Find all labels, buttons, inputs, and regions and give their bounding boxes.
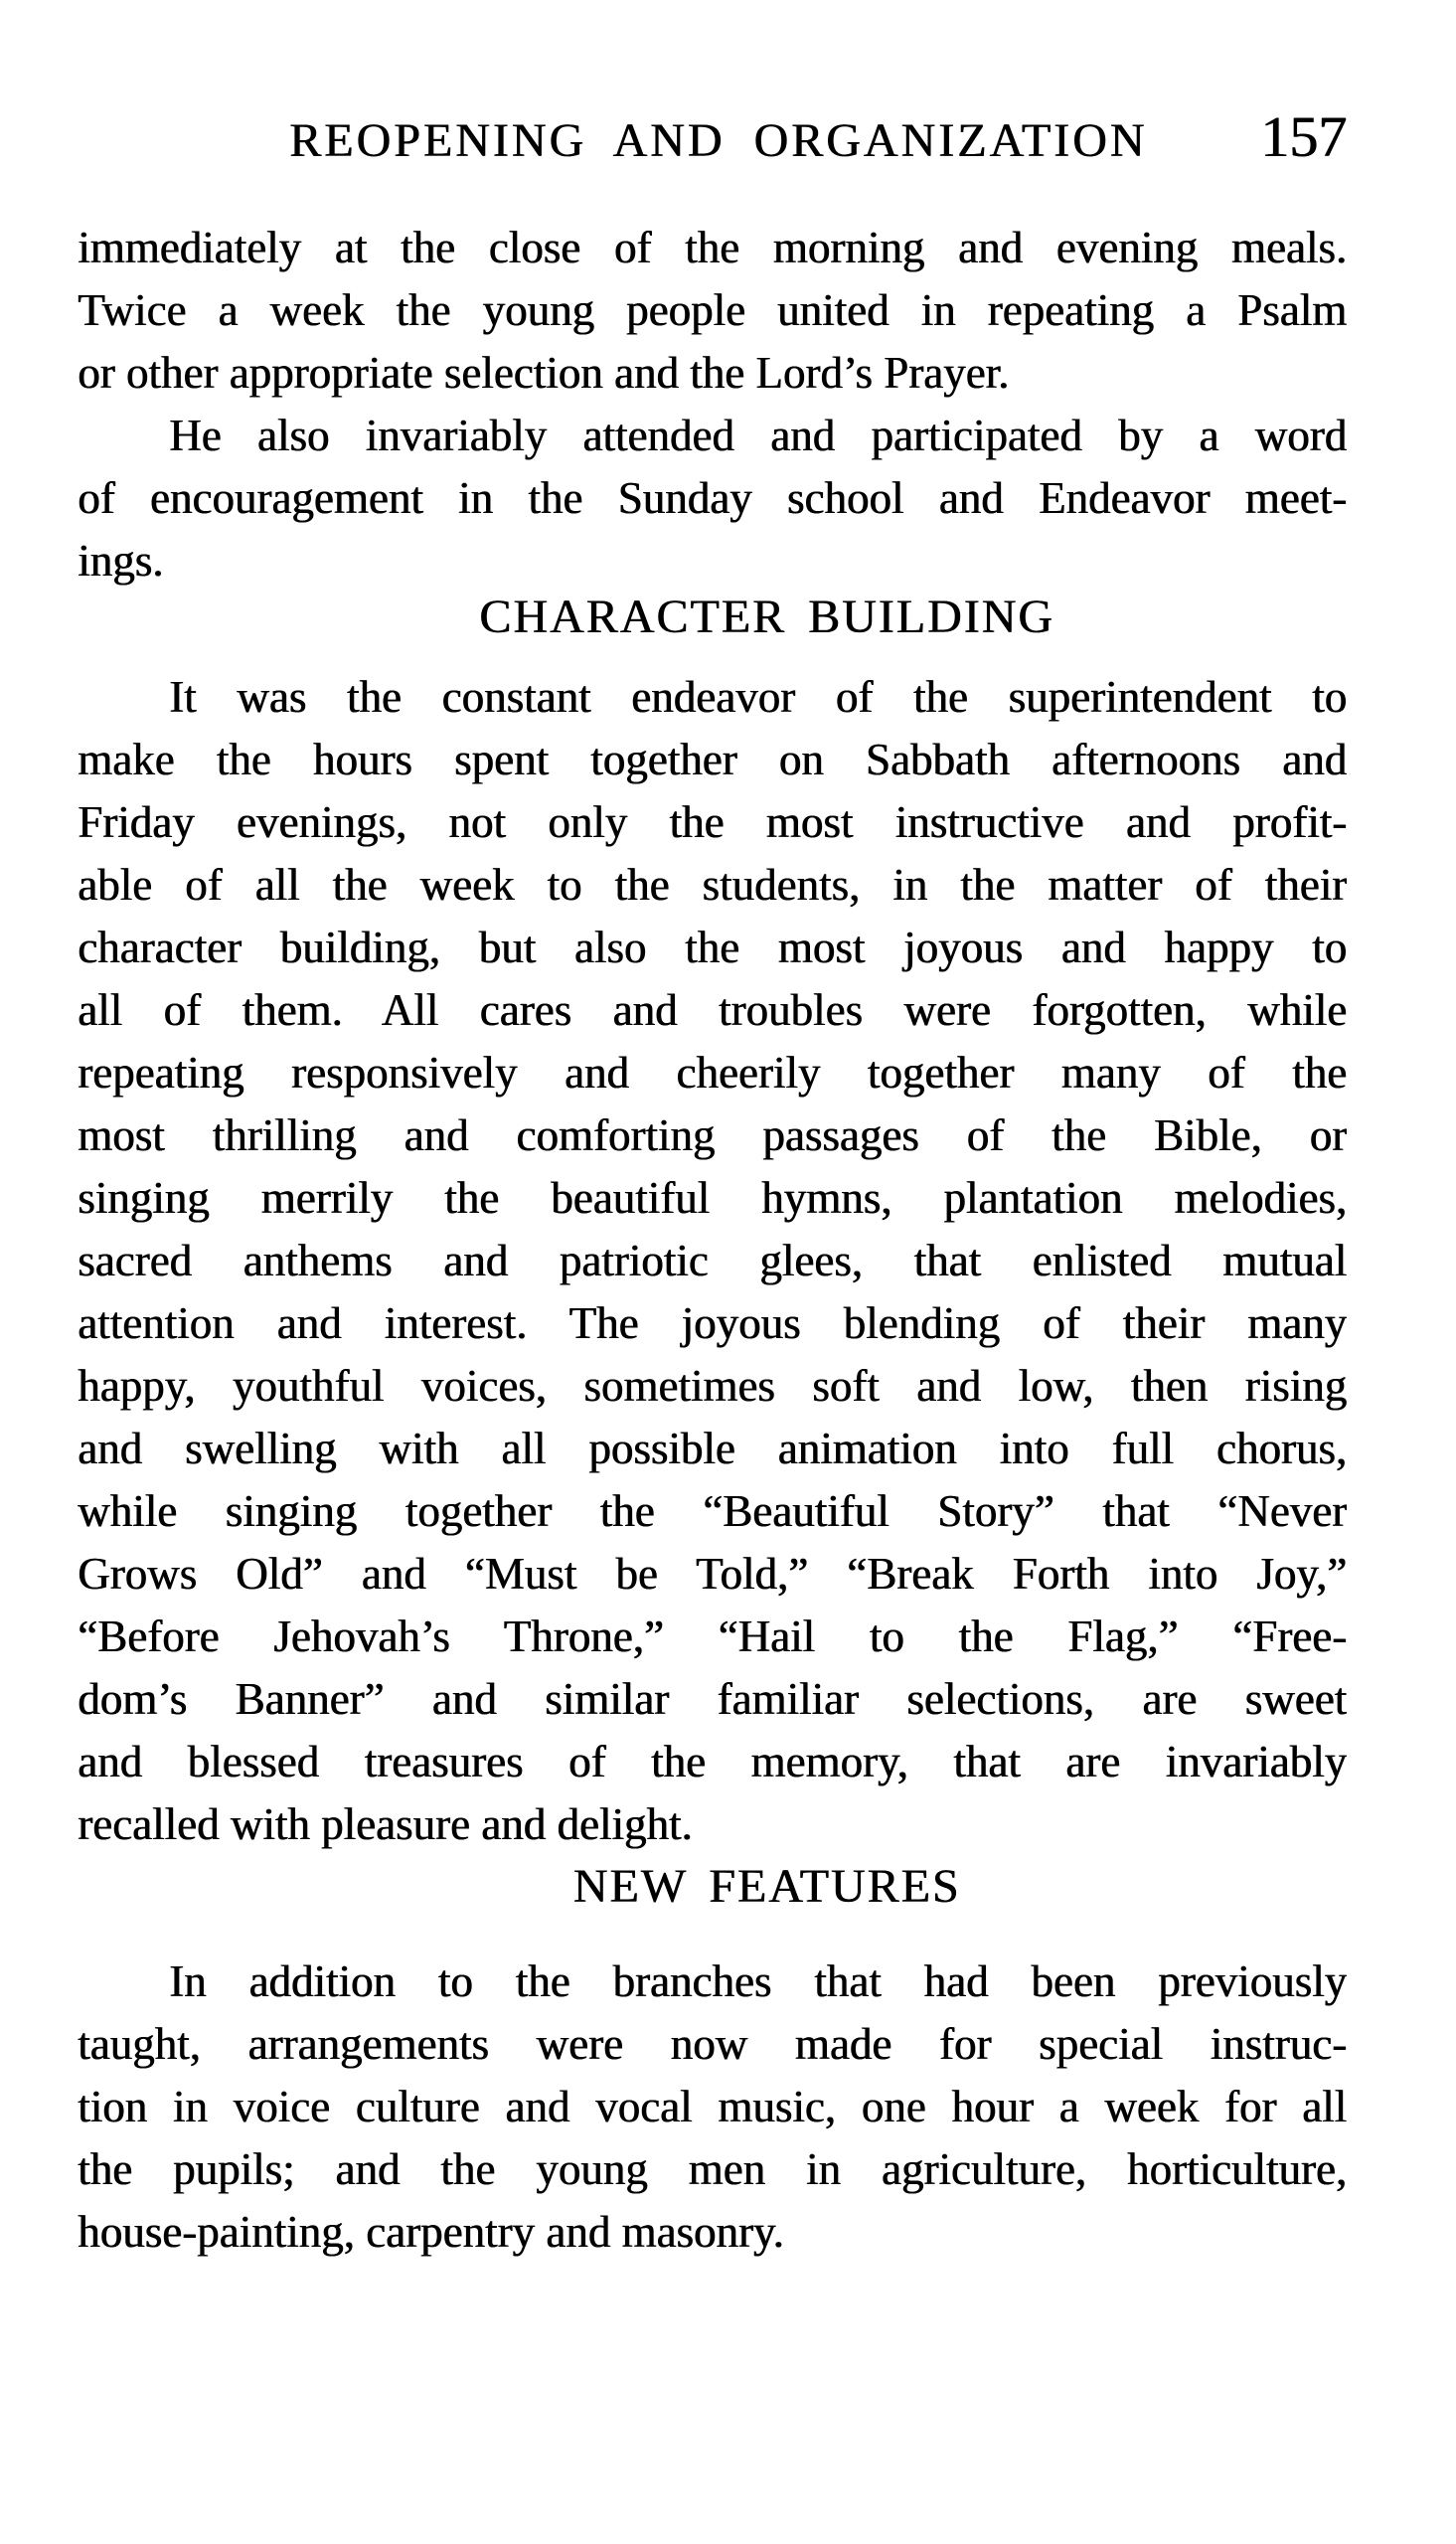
text-line: Grows Old” and “Must be Told,” “Break Forth into Joy,” <box>78 1549 1347 1599</box>
text-line: house-painting, carpentry and masonry. <box>78 2207 784 2257</box>
running-header-title: REOPENING AND ORGANIZATION <box>289 114 1148 167</box>
running-header <box>78 104 1347 170</box>
text-line: Friday evenings, not only the most instructive and profit- <box>78 797 1347 847</box>
text-line: recalled with pleasure and delight. <box>78 1799 693 1849</box>
text-line: tion in voice culture and vocal music, one hour a week for all <box>78 2082 1347 2131</box>
text-line: ings. <box>78 536 164 586</box>
text-line: repeating responsively and cheerily together many of the <box>78 1048 1347 1098</box>
text-line: singing merrily the beautiful hymns, plantation melodies, <box>78 1173 1347 1223</box>
text-line: dom’s Banner” and similar familiar selections, are sweet <box>78 1674 1347 1724</box>
paragraph <box>78 1950 1347 2264</box>
paragraph <box>78 405 1347 593</box>
text-line: or other appropriate selection and the Lord’s Prayer. <box>78 348 1010 398</box>
text-line: and blessed treasures of the memory, that are invariably <box>78 1737 1347 1786</box>
text-line: all of them. All cares and troubles were forgotten, while <box>78 985 1347 1035</box>
text-line: immediately at the close of the morning and evening meals. <box>78 223 1347 272</box>
text-line: while singing together the “Beautiful Story” that “Never <box>78 1486 1347 1536</box>
text-line: He also invariably attended and participated by a word <box>169 411 1347 460</box>
text-line: happy, youthful voices, sometimes soft and low, then rising <box>78 1361 1347 1411</box>
section-heading-new-features: NEW FEATURES <box>572 1860 961 1913</box>
text-line: attention and interest. The joyous blending of their many <box>78 1298 1347 1348</box>
text-line: able of all the week to the students, in the matter of their <box>78 860 1347 910</box>
text-line: most thrilling and comforting passages of the Bible, or <box>78 1110 1347 1160</box>
text-line: It was the constant endeavor of the superintendent to <box>169 672 1347 722</box>
paragraph <box>78 666 1347 1856</box>
text-line: the pupils; and the young men in agriculture, horticulture, <box>78 2144 1347 2194</box>
paragraph <box>78 217 1347 405</box>
text-line: make the hours spent together on Sabbath afternoons and <box>78 735 1347 784</box>
text-line: of encouragement in the Sunday school and Endeavor meet- <box>78 473 1347 523</box>
page-body-text <box>78 217 1347 2264</box>
page-number: 157 <box>1260 104 1347 169</box>
text-line: sacred anthems and patriotic glees, that enlisted mutual <box>78 1236 1347 1285</box>
section-heading-character-building: CHARACTER BUILDING <box>479 591 1054 643</box>
text-line: In addition to the branches that had been previously <box>169 1956 1347 2006</box>
text-line: character building, but also the most joyous and happy to <box>78 923 1347 972</box>
text-line: and swelling with all possible animation into full chorus, <box>78 1424 1347 1473</box>
text-line: Twice a week the young people united in repeating a Psalm <box>78 285 1347 335</box>
text-column <box>78 104 1347 2264</box>
text-line: “Before Jehovah’s Throne,” “Hail to the Flag,” “Free- <box>78 1611 1347 1661</box>
text-line: taught, arrangements were now made for special instruc- <box>78 2019 1347 2069</box>
